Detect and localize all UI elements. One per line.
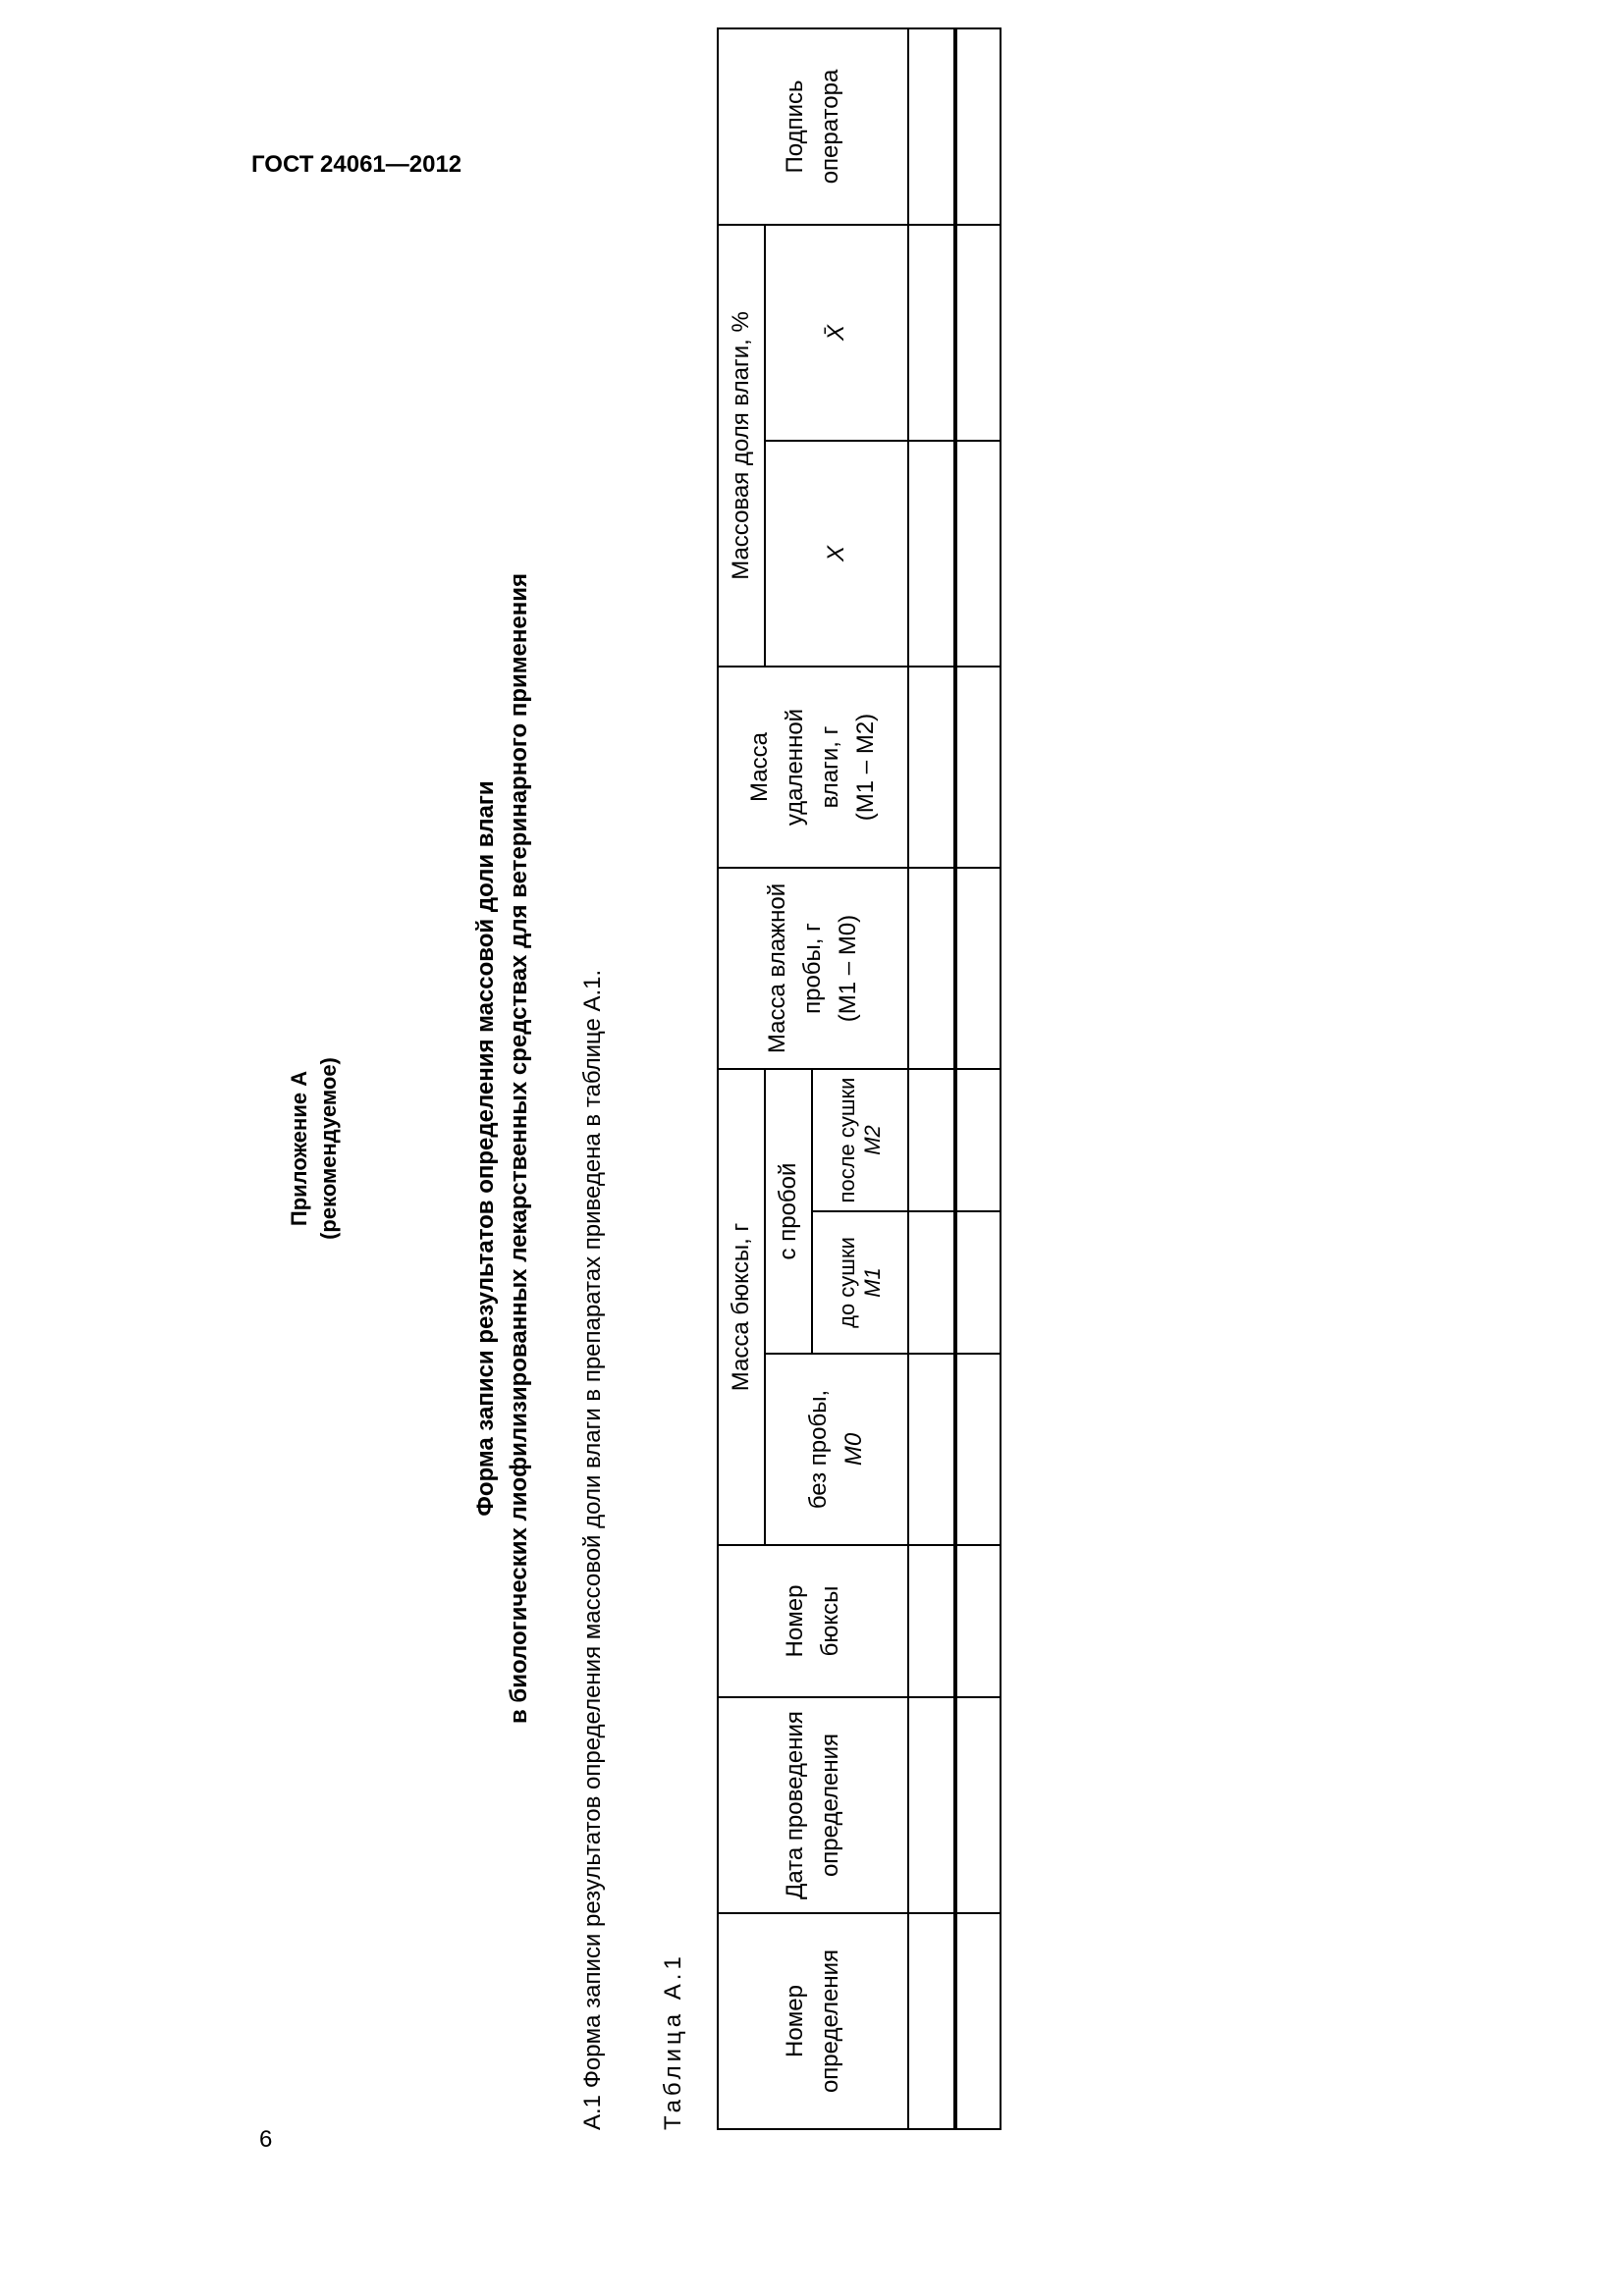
after-drying-label: после сушки <box>835 1077 859 1203</box>
header-after-drying <box>812 1069 908 1211</box>
form-title <box>469 128 536 2169</box>
annex-status: (рекомендуемое) <box>316 1057 341 1240</box>
table-row <box>908 28 955 2129</box>
header-number: Номер определения <box>718 1913 908 2129</box>
x-mean-symbol: X̄ <box>823 324 849 341</box>
page-number: 6 <box>259 2126 273 2153</box>
form-title-line2: в биологических лиофилизированных лекарственных средствах для ветеринарного применения <box>506 573 532 1724</box>
rotated-content <box>285 69 972 2169</box>
before-drying-label: до сушки <box>835 1237 859 1328</box>
results-table <box>717 27 1001 2130</box>
annex-title: Приложение А <box>287 1070 311 1227</box>
header-removed-moisture <box>718 667 908 868</box>
annex-heading <box>285 128 344 2169</box>
header-x-mean <box>765 225 908 441</box>
wet-mass-label: Масса влажной пробы, г <box>764 882 826 1054</box>
header-before-drying <box>812 1211 908 1354</box>
x-symbol: X <box>823 546 849 562</box>
without-sample-label: без пробы, <box>805 1389 832 1510</box>
without-sample-symbol: M0 <box>840 1432 867 1467</box>
intro-paragraph: А.1 Форма записи результатов определения массовой доли влаги в препаратах приведена в таблице А.1. <box>579 969 606 2130</box>
header-date: Дата проведения определения <box>718 1697 908 1913</box>
removed-moisture-formula: (M1 – M2) <box>852 713 879 822</box>
header-with-sample: с пробой <box>765 1069 812 1354</box>
document-header: ГОСТ 24061—2012 <box>251 151 462 178</box>
table-caption: Таблица А.1 <box>660 1952 686 2130</box>
header-box-number: Номер бюксы <box>718 1545 908 1697</box>
table-row <box>955 28 1001 2129</box>
header-signature: Подпись оператора <box>718 28 908 225</box>
after-drying-symbol: M2 <box>860 1125 885 1155</box>
header-x <box>765 441 908 667</box>
form-title-line1: Форма записи результатов определения массовой доли влаги <box>472 780 499 1517</box>
header-without-sample <box>765 1354 908 1545</box>
before-drying-symbol: M1 <box>860 1267 885 1298</box>
header-moisture-fraction: Массовая доля влаги, % <box>718 225 765 667</box>
wet-mass-formula: (M1 – M0) <box>835 914 861 1023</box>
removed-moisture-label: Масса удаленной влаги, г <box>746 708 843 827</box>
header-box-mass: Масса бюксы, г <box>718 1069 765 1545</box>
header-wet-mass <box>718 868 908 1069</box>
